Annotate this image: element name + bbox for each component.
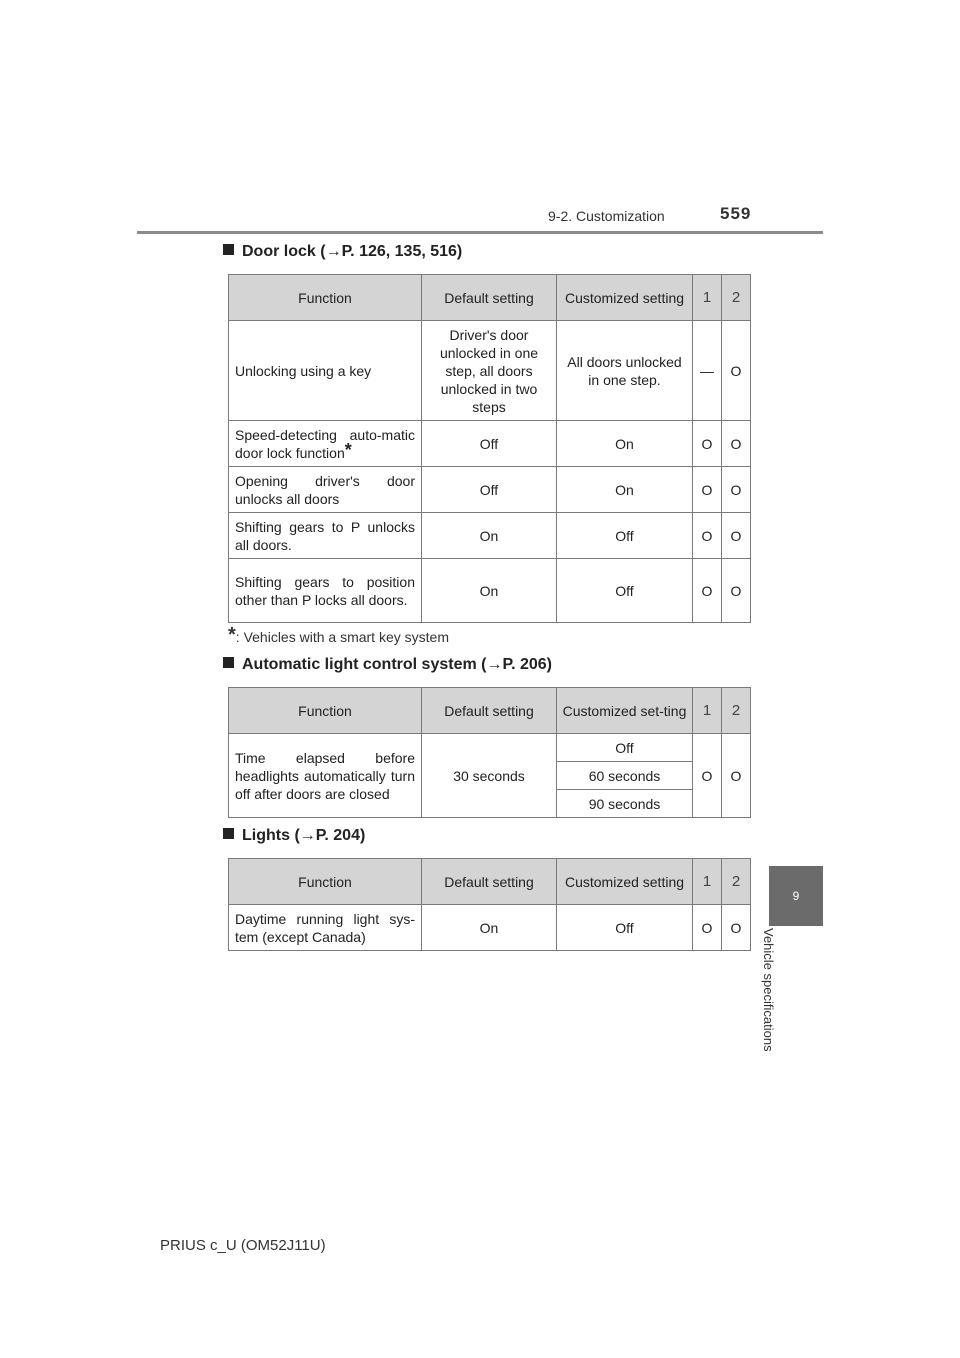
col-customized: Customized set-ting (557, 688, 693, 734)
col-default: Default setting (422, 688, 557, 734)
table-row: Opening driver's door unlocks all doors Off On O O (229, 467, 751, 513)
col-2: 2 (722, 275, 751, 321)
bullet-icon (223, 244, 234, 255)
page-number: 559 (720, 204, 752, 223)
chapter-title: Vehicle specifications (761, 928, 776, 1052)
auto-light-title: Automatic light control system (→P. 206) (223, 656, 552, 674)
table-row: Unlocking using a key Driver's door unlocked in one step, all doors unlocked in two steps All doors unlocked in one step. — O (229, 321, 751, 421)
lights-title: Lights (→P. 204) (223, 827, 365, 845)
asterisk-marker: * (344, 439, 352, 460)
table-header-row (229, 275, 751, 321)
col-function: Function (229, 688, 422, 734)
table-row: 60 seconds (229, 762, 751, 790)
table-row: Shifting gears to P unlocks all doors. On Off O O (229, 513, 751, 559)
col-function: Function (229, 859, 422, 905)
col-2: 2 (722, 688, 751, 734)
auto-light-table (228, 687, 751, 818)
col-default: Default setting (422, 275, 557, 321)
table-header-row (229, 859, 751, 905)
table-header-row (229, 688, 751, 734)
chapter-tab: 9 (769, 866, 823, 926)
col-1: 1 (693, 859, 722, 905)
col-customized: Customized setting (557, 275, 693, 321)
door-lock-table (228, 274, 751, 623)
model-code: PRIUS c_U (OM52J11U) (160, 1237, 326, 1254)
door-lock-title: Door lock (→P. 126, 135, 516) (223, 243, 462, 261)
table-row: Shifting gears to position other than P locks all doors. On Off O O (229, 559, 751, 623)
table-row: Speed-detecting auto-matic door lock function* Off On O O (229, 421, 751, 467)
bullet-icon (223, 828, 234, 839)
col-default: Default setting (422, 859, 557, 905)
section-heading: 9-2. Customization (548, 208, 665, 224)
table-row: Daytime running light sys-tem (except Canada) On Off O O (229, 905, 751, 951)
footnote: *: Vehicles with a smart key system (228, 624, 449, 646)
asterisk-marker: * (228, 624, 236, 646)
col-customized: Customized setting (557, 859, 693, 905)
col-1: 1 (693, 688, 722, 734)
col-1: 1 (693, 275, 722, 321)
lights-table (228, 858, 751, 951)
table-row: Time elapsed before headlights automatically turn off after doors are closed 30 seconds Off O O (229, 734, 751, 762)
function-cell: Speed-detecting auto-matic door lock function* (229, 421, 422, 467)
col-function: Function (229, 275, 422, 321)
col-2: 2 (722, 859, 751, 905)
bullet-icon (223, 657, 234, 668)
table-row: 90 seconds (229, 790, 751, 818)
header-divider (137, 231, 823, 234)
